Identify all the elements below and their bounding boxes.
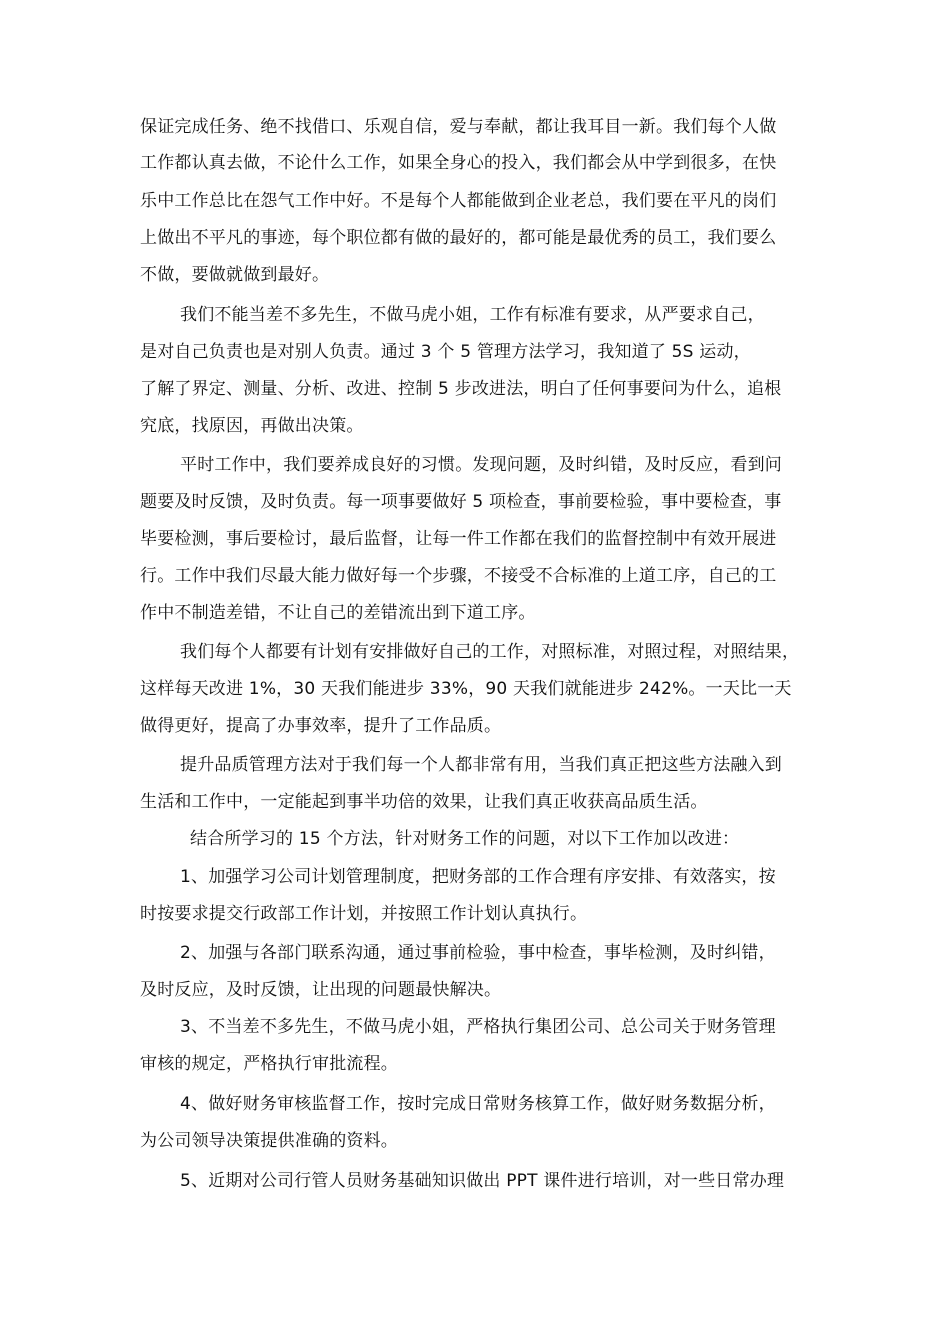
text-line: 4、做好财务审核监督工作，按时完成日常财务核算工作，做好财务数据分析， [180, 1094, 776, 1114]
text-line: 为公司领导决策提供准确的资料。 [140, 1131, 398, 1151]
text-line: 是对自己负责也是对别人负责。通过 3 个 5 管理方法学习，我知道了 5S 运动， [140, 342, 751, 362]
text-line: 3、不当差不多先生，不做马虎小姐，严格执行集团公司、总公司关于财务管理 [180, 1017, 776, 1037]
text-line: 毕要检测，事后要检讨，最后监督，让每一件工作都在我们的监督控制中有效开展进 [140, 529, 777, 549]
text-line: 题要及时反馈，及时负责。每一项事要做好 5 项检查，事前要检验，事中要检查，事 [140, 492, 782, 512]
text-line: 保证完成任务、绝不找借口、乐观自信，爱与奉献，都让我耳目一新。我们每个人做 [140, 117, 777, 137]
text-line: 工作都认真去做，不论什么工作，如果全身心的投入，我们都会从中学到很多，在快 [140, 153, 777, 173]
text-line: 这样每天改进 1%，30 天我们能进步 33%，90 天我们就能进步 242%。一天比一天 [140, 679, 792, 699]
text-line: 上做出不平凡的事迹，每个职位都有做的最好的，都可能是最优秀的员工，我们要么 [140, 228, 777, 248]
text-line: 2、加强与各部门联系沟通，通过事前检验，事中检查，事毕检测，及时纠错， [180, 943, 776, 963]
text-line: 我们不能当差不多先生，不做马虎小姐，工作有标准有要求，从严要求自己， [180, 305, 765, 325]
text-line: 乐中工作总比在怨气工作中好。不是每个人都能做到企业老总，我们要在平凡的岗们 [140, 191, 777, 211]
text-line: 及时反应，及时反馈，让出现的问题最快解决。 [140, 980, 502, 1000]
text-line: 结合所学习的 15 个方法，针对财务工作的问题，对以下工作加以改进： [190, 829, 740, 849]
text-line: 平时工作中，我们要养成良好的习惯。发现问题，及时纠错，及时反应，看到问 [180, 455, 782, 475]
text-line: 行。工作中我们尽最大能力做好每一个步骤，不接受不合标准的上道工序，自己的工 [140, 566, 777, 586]
text-line: 作中不制造差错，不让自己的差错流出到下道工序。 [140, 603, 536, 623]
text-line: 提升品质管理方法对于我们每一个人都非常有用，当我们真正把这些方法融入到 [180, 755, 782, 775]
text-line: 5、近期对公司行管人员财务基础知识做出 PPT 课件进行培训，对一些日常办理 [180, 1171, 785, 1191]
text-line: 生活和工作中，一定能起到事半功倍的效果，让我们真正收获高品质生活。 [140, 792, 708, 812]
text-line: 做得更好，提高了办事效率，提升了工作品质。 [140, 716, 502, 736]
text-line: 了解了界定、测量、分析、改进、控制 5 步改进法，明白了任何事要问为什么，追根 [140, 379, 782, 399]
text-line: 时按要求提交行政部工作计划，并按照工作计划认真执行。 [140, 904, 588, 924]
text-line: 不做，要做就做到最好。 [140, 265, 330, 285]
text-line: 我们每个人都要有计划有安排做好自己的工作，对照标准，对照过程，对照结果， [180, 642, 800, 662]
text-line: 审核的规定，严格执行审批流程。 [140, 1054, 398, 1074]
text-line: 1、加强学习公司计划管理制度，把财务部的工作合理有序安排、有效落实，按 [180, 867, 776, 887]
text-line: 究底，找原因，再做出决策。 [140, 416, 364, 436]
